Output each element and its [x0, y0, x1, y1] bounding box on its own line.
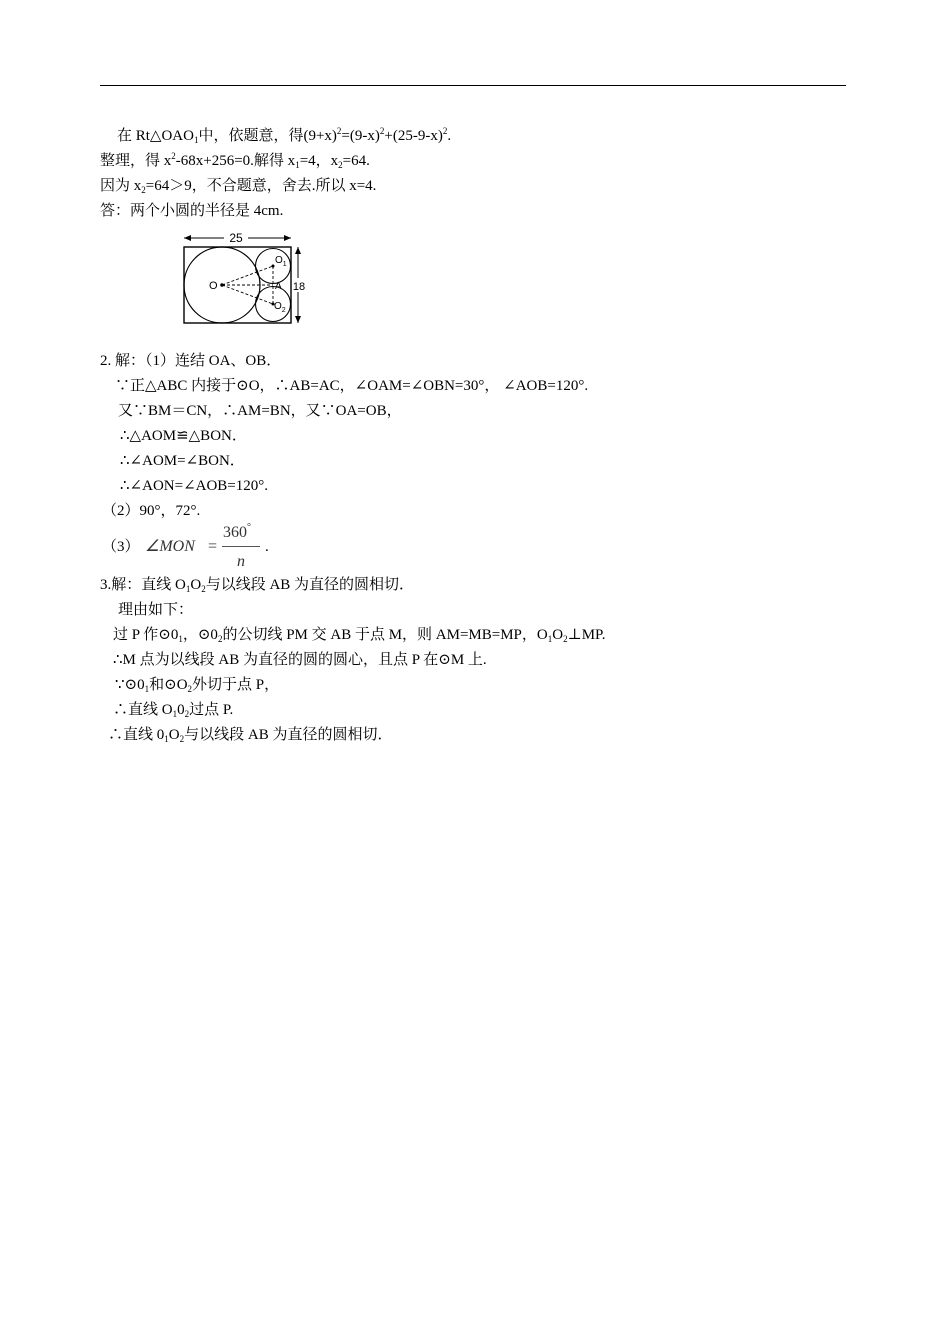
label-o2: $O_2$ [274, 301, 286, 314]
width-arrow-left [184, 235, 191, 241]
part2-line1: 2. 解：（1）连结 OA、OB． [100, 353, 282, 369]
fraction-end: . [265, 539, 269, 555]
equals-sign: = [208, 538, 218, 555]
height-label: 18 [292, 281, 306, 293]
part3-line6: ∴直线 $O_10_2$过点 P. [113, 702, 234, 719]
part2-line7: （2）90°，72°. [102, 503, 201, 519]
label-a: A [275, 281, 282, 292]
part3-line1: 3.解：直线 $O_1O_2$与以线段 AB 为直径的圆相切． [100, 577, 415, 594]
part3-line7: ∴直线 $0_1O_2$与以线段 AB 为直径的圆相切． [108, 727, 393, 744]
part3-line3: 过 P 作$⊙0_1$，$⊙0_2$的公切线 PM 交 AB 于点 M，则 AM=MB=MP，$O_1O_2\perp MP$. [113, 627, 606, 644]
height-arrow-bottom [295, 316, 301, 323]
part2-line3: 又∵BM＝CN，∴AM=BN，又∵OA=OB， [118, 403, 402, 419]
height-arrow-top [295, 247, 301, 254]
part3-line5: $\because⊙0_1$和$⊙O_2$外切于点 P， [115, 677, 280, 694]
part1-answer: 答：两个小圆的半径是 4cm. [100, 203, 284, 219]
label-o1: $O_1$ [275, 255, 287, 268]
part1-line2: 整理，得 $x^2-68x+256=0$.解得 $x_1=4$，$x_2=64$. [100, 151, 370, 170]
fraction-bar [222, 546, 260, 547]
part2-line6: ∴∠AON=∠AOB=120°. [120, 478, 269, 494]
part1-line3: 因为 $x_2=64>9$，不合题意，舍去.所以 x=4. [100, 178, 377, 195]
point-o [220, 283, 224, 287]
label-o: O [209, 280, 218, 292]
header-rule [100, 85, 846, 86]
part3-line4: ∴M 点为以线段 AB 为直径的圆的圆心，且点 P 在⊙M 上. [113, 652, 487, 668]
part2-line8-prefix: （3） [102, 539, 140, 555]
part3-line2: 理由如下： [118, 602, 194, 618]
width-arrow-right [284, 235, 291, 241]
width-label: 25 [229, 231, 243, 245]
fraction-denominator: n [237, 553, 245, 570]
part2-line5: ∴∠AOM=∠BON． [120, 453, 245, 469]
part2-line2: ∵正△ABC 内接于⊙O，∴AB=AC，∠OAM=∠OBN=30°， ∠AOB=120°. [115, 378, 589, 394]
geometry-figure [182, 228, 307, 326]
fraction-numerator: 360° [223, 522, 251, 541]
part2-line4: ∴△AOM≌△BON． [120, 428, 247, 444]
angle-mon: ∠MON [145, 538, 195, 555]
part1-line1: 在 $Rt\triangle OAO_1$中，依题意，得$(9+x)^2=(9-x)^2+(25-9-x)^2$. [117, 126, 452, 145]
